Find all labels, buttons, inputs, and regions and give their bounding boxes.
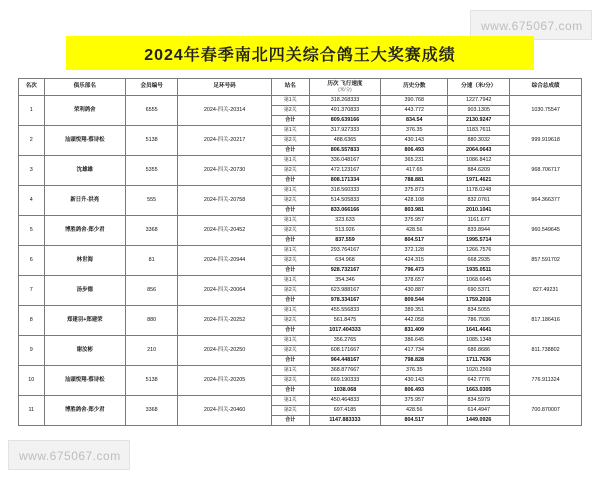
cell-member: 210 — [126, 336, 178, 366]
cell-score: 1449.0926 — [448, 416, 510, 426]
cell-score: 833.8944 — [448, 226, 510, 236]
cell-ring: 2024-四关-20944 — [178, 246, 272, 276]
cell-score: 1020.2569 — [448, 366, 510, 376]
cell-rank: 4 — [19, 186, 45, 216]
table-header-row — [19, 79, 582, 96]
cell-score: 1086.8412 — [448, 156, 510, 166]
cell-score: 668.2935 — [448, 256, 510, 266]
cell-score: 1971.4621 — [448, 176, 510, 186]
cell-member: 5138 — [126, 126, 178, 156]
cell-leg: 合计 — [271, 146, 309, 156]
cell-fly-speed: 491.370833 — [309, 106, 381, 116]
cell-total: 857.591702 — [510, 246, 582, 276]
table-row — [19, 126, 582, 136]
cell-history-score: 443.772 — [381, 106, 448, 116]
cell-leg: 合计 — [271, 356, 309, 366]
cell-ring: 2024-四关-20064 — [178, 276, 272, 306]
cell-fly-speed: 623.988167 — [309, 286, 381, 296]
cell-total: 827.49231 — [510, 276, 582, 306]
cell-fly-speed: 318.268333 — [309, 96, 381, 106]
cell-leg: 合计 — [271, 266, 309, 276]
cell-fly-speed: 837.559 — [309, 236, 381, 246]
cell-leg: 第1关 — [271, 186, 309, 196]
table-row — [19, 396, 582, 406]
cell-total: 811.738802 — [510, 336, 582, 366]
cell-rank: 5 — [19, 216, 45, 246]
table-row — [19, 366, 582, 376]
cell-score: 834.5055 — [448, 306, 510, 316]
cell-fly-speed: 513.926 — [309, 226, 381, 236]
cell-score: 2130.9247 — [448, 116, 510, 126]
table-row — [19, 306, 582, 316]
cell-loft: 博胜鸽舍-郑少君 — [44, 396, 125, 426]
header-fly — [309, 79, 381, 96]
cell-score: 1161.677 — [448, 216, 510, 226]
cell-leg: 第2关 — [271, 316, 309, 326]
cell-leg: 第1关 — [271, 96, 309, 106]
cell-leg: 合计 — [271, 176, 309, 186]
cell-member: 5355 — [126, 156, 178, 186]
cell-history-score: 389.351 — [381, 306, 448, 316]
cell-ring: 2024-四关-20205 — [178, 366, 272, 396]
cell-fly-speed: 1017.404333 — [309, 326, 381, 336]
cell-member: 555 — [126, 186, 178, 216]
cell-history-score: 798.828 — [381, 356, 448, 366]
cell-history-score: 424.315 — [381, 256, 448, 266]
cell-history-score: 417.65 — [381, 166, 448, 176]
cell-score: 1641.4641 — [448, 326, 510, 336]
cell-score: 1711.7636 — [448, 356, 510, 366]
cell-fly-speed: 293.764167 — [309, 246, 381, 256]
cell-score: 1068.6645 — [448, 276, 510, 286]
cell-leg: 合计 — [271, 296, 309, 306]
cell-rank: 10 — [19, 366, 45, 396]
cell-history-score: 804.517 — [381, 416, 448, 426]
cell-score: 690.5371 — [448, 286, 510, 296]
cell-fly-speed: 669.190333 — [309, 376, 381, 386]
cell-fly-speed: 1147.883333 — [309, 416, 381, 426]
cell-total: 817.186416 — [510, 306, 582, 336]
cell-score: 1266.7576 — [448, 246, 510, 256]
cell-fly-speed: 608.171667 — [309, 346, 381, 356]
cell-leg: 合计 — [271, 416, 309, 426]
table-body — [19, 96, 582, 426]
header-ring: 足环号码 — [178, 79, 272, 96]
cell-fly-speed: 514.505833 — [309, 196, 381, 206]
cell-leg: 第2关 — [271, 106, 309, 116]
cell-loft: 汕頭悦翔-蔡诗松 — [44, 366, 125, 396]
cell-score: 2010.1041 — [448, 206, 510, 216]
cell-leg: 第1关 — [271, 396, 309, 406]
cell-history-score: 809.544 — [381, 296, 448, 306]
cell-total: 999.919618 — [510, 126, 582, 156]
cell-history-score: 417.734 — [381, 346, 448, 356]
cell-fly-speed: 368.877667 — [309, 366, 381, 376]
cell-score: 903.1305 — [448, 106, 510, 116]
header-fly-sub: (米/分) — [338, 86, 352, 92]
cell-ring: 2024-四关-20452 — [178, 216, 272, 246]
cell-member: 3368 — [126, 216, 178, 246]
cell-fly-speed: 634.968 — [309, 256, 381, 266]
cell-leg: 第2关 — [271, 406, 309, 416]
cell-loft: 郑建羽+郑建荣 — [44, 306, 125, 336]
cell-history-score: 834.54 — [381, 116, 448, 126]
cell-score: 1227.7942 — [448, 96, 510, 106]
results-sheet — [18, 78, 582, 426]
header-fly-main: 历次 飞行速度 — [327, 80, 363, 87]
cell-score: 1178.0248 — [448, 186, 510, 196]
table-row — [19, 276, 582, 286]
cell-history-score: 375.957 — [381, 216, 448, 226]
cell-leg: 第1关 — [271, 126, 309, 136]
watermark-bottom-left — [8, 440, 130, 470]
cell-fly-speed: 928.732167 — [309, 266, 381, 276]
cell-ring: 2024-四关-20250 — [178, 336, 272, 366]
cell-ring: 2024-四关-20217 — [178, 126, 272, 156]
cell-fly-speed: 697.4185 — [309, 406, 381, 416]
cell-history-score: 372.128 — [381, 246, 448, 256]
cell-leg: 第1关 — [271, 216, 309, 226]
cell-history-score: 788.881 — [381, 176, 448, 186]
cell-leg: 第1关 — [271, 306, 309, 316]
cell-fly-speed: 450.464833 — [309, 396, 381, 406]
table-row — [19, 156, 582, 166]
cell-member: 856 — [126, 276, 178, 306]
cell-history-score: 430.887 — [381, 286, 448, 296]
cell-fly-speed: 964.448167 — [309, 356, 381, 366]
header-member: 会员编号 — [126, 79, 178, 96]
cell-leg: 第2关 — [271, 196, 309, 206]
cell-score: 614.4947 — [448, 406, 510, 416]
cell-score: 884.6209 — [448, 166, 510, 176]
cell-score: 1183.7611 — [448, 126, 510, 136]
cell-history-score: 378.657 — [381, 276, 448, 286]
cell-fly-speed: 809.639166 — [309, 116, 381, 126]
cell-fly-speed: 323.633 — [309, 216, 381, 226]
header-total: 综合总成绩 — [510, 79, 582, 96]
cell-fly-speed: 561.8475 — [309, 316, 381, 326]
cell-history-score: 365.231 — [381, 156, 448, 166]
cell-history-score: 831.409 — [381, 326, 448, 336]
watermark-top-right-text: www.675067.com — [481, 19, 583, 33]
cell-leg: 第1关 — [271, 366, 309, 376]
cell-leg: 合计 — [271, 116, 309, 126]
cell-ring: 2024-四关-20758 — [178, 186, 272, 216]
cell-rank: 2 — [19, 126, 45, 156]
table-row — [19, 246, 582, 256]
cell-history-score: 376.35 — [381, 126, 448, 136]
cell-history-score: 804.517 — [381, 236, 448, 246]
cell-rank: 6 — [19, 246, 45, 276]
cell-history-score: 390.768 — [381, 96, 448, 106]
cell-leg: 合计 — [271, 206, 309, 216]
cell-ring: 2024-四关-20460 — [178, 396, 272, 426]
cell-score: 834.5979 — [448, 396, 510, 406]
cell-leg: 第2关 — [271, 136, 309, 146]
cell-fly-speed: 317.927333 — [309, 126, 381, 136]
cell-loft: 博胜鸽舍-郑少君 — [44, 216, 125, 246]
cell-score: 1759.2016 — [448, 296, 510, 306]
cell-history-score: 375.957 — [381, 396, 448, 406]
cell-loft: 谢汝彬 — [44, 336, 125, 366]
cell-score: 1663.0305 — [448, 386, 510, 396]
cell-fly-speed: 318.560333 — [309, 186, 381, 196]
cell-fly-speed: 336.048167 — [309, 156, 381, 166]
cell-leg: 合计 — [271, 236, 309, 246]
cell-history-score: 386.645 — [381, 336, 448, 346]
results-table — [18, 78, 582, 426]
cell-leg: 第1关 — [271, 336, 309, 346]
cell-score: 2064.0643 — [448, 146, 510, 156]
cell-fly-speed: 978.334167 — [309, 296, 381, 306]
cell-rank: 7 — [19, 276, 45, 306]
cell-total: 960.549645 — [510, 216, 582, 246]
cell-loft: 汤步德 — [44, 276, 125, 306]
cell-loft: 新日升-洪亮 — [44, 186, 125, 216]
table-row — [19, 186, 582, 196]
cell-leg: 第2关 — [271, 226, 309, 236]
cell-score: 642.7776 — [448, 376, 510, 386]
cell-score: 1995.5714 — [448, 236, 510, 246]
cell-total: 776.911324 — [510, 366, 582, 396]
table-row — [19, 216, 582, 226]
cell-member: 3368 — [126, 396, 178, 426]
watermark-bottom-left-text: www.675067.com — [19, 449, 121, 463]
cell-history-score: 375.873 — [381, 186, 448, 196]
cell-total: 968.706717 — [510, 156, 582, 186]
cell-rank: 1 — [19, 96, 45, 126]
header-score: 分速（米/分） — [448, 79, 510, 96]
cell-leg: 第2关 — [271, 166, 309, 176]
table-row — [19, 336, 582, 346]
cell-member: 6555 — [126, 96, 178, 126]
header-hist: 历史分数 — [381, 79, 448, 96]
cell-fly-speed: 1038.068 — [309, 386, 381, 396]
cell-leg: 第2关 — [271, 346, 309, 356]
cell-score: 1935.0511 — [448, 266, 510, 276]
cell-leg: 第1关 — [271, 156, 309, 166]
cell-leg: 第2关 — [271, 286, 309, 296]
cell-leg: 合计 — [271, 386, 309, 396]
page-title: 2024年春季南北四关综合鸽王大奖赛成绩 — [144, 46, 456, 64]
cell-fly-speed: 808.171334 — [309, 176, 381, 186]
header-loft: 俱乐部名 — [44, 79, 125, 96]
cell-history-score: 803.981 — [381, 206, 448, 216]
cell-fly-speed: 488.6365 — [309, 136, 381, 146]
cell-fly-speed: 472.123167 — [309, 166, 381, 176]
cell-score: 686.8686 — [448, 346, 510, 356]
cell-history-score: 806.493 — [381, 146, 448, 156]
table-row — [19, 96, 582, 106]
cell-member: 81 — [126, 246, 178, 276]
cell-member: 880 — [126, 306, 178, 336]
cell-ring: 2024-四关-20252 — [178, 306, 272, 336]
cell-history-score: 796.473 — [381, 266, 448, 276]
cell-history-score: 428.108 — [381, 196, 448, 206]
cell-history-score: 806.493 — [381, 386, 448, 396]
cell-rank: 8 — [19, 306, 45, 336]
page-title-banner — [66, 36, 534, 70]
cell-history-score: 430.143 — [381, 376, 448, 386]
cell-total: 1030.75547 — [510, 96, 582, 126]
cell-score: 880.3032 — [448, 136, 510, 146]
cell-ring: 2024-四关-20730 — [178, 156, 272, 186]
cell-ring: 2024-四关-20314 — [178, 96, 272, 126]
cell-history-score: 442.058 — [381, 316, 448, 326]
header-rank: 名次 — [19, 79, 45, 96]
cell-leg: 第1关 — [271, 276, 309, 286]
cell-history-score: 428.56 — [381, 406, 448, 416]
header-leg: 站名 — [271, 79, 309, 96]
cell-total: 964.366377 — [510, 186, 582, 216]
cell-history-score: 430.143 — [381, 136, 448, 146]
cell-score: 832.0761 — [448, 196, 510, 206]
cell-loft: 荣利鸽舍 — [44, 96, 125, 126]
cell-loft: 林世海 — [44, 246, 125, 276]
cell-history-score: 428.56 — [381, 226, 448, 236]
cell-total: 700.870007 — [510, 396, 582, 426]
cell-member: 5138 — [126, 366, 178, 396]
cell-history-score: 376.35 — [381, 366, 448, 376]
cell-rank: 9 — [19, 336, 45, 366]
cell-loft: 汕頭悦翔-蔡诗松 — [44, 126, 125, 156]
cell-fly-speed: 354.346 — [309, 276, 381, 286]
cell-fly-speed: 455.556833 — [309, 306, 381, 316]
cell-fly-speed: 833.066166 — [309, 206, 381, 216]
cell-rank: 11 — [19, 396, 45, 426]
cell-score: 786.7936 — [448, 316, 510, 326]
cell-fly-speed: 356.2765 — [309, 336, 381, 346]
cell-score: 1085.1348 — [448, 336, 510, 346]
cell-leg: 合计 — [271, 326, 309, 336]
cell-fly-speed: 806.557833 — [309, 146, 381, 156]
cell-loft: 沈雄雄 — [44, 156, 125, 186]
cell-rank: 3 — [19, 156, 45, 186]
cell-leg: 第1关 — [271, 246, 309, 256]
cell-leg: 第2关 — [271, 256, 309, 266]
cell-leg: 第2关 — [271, 376, 309, 386]
